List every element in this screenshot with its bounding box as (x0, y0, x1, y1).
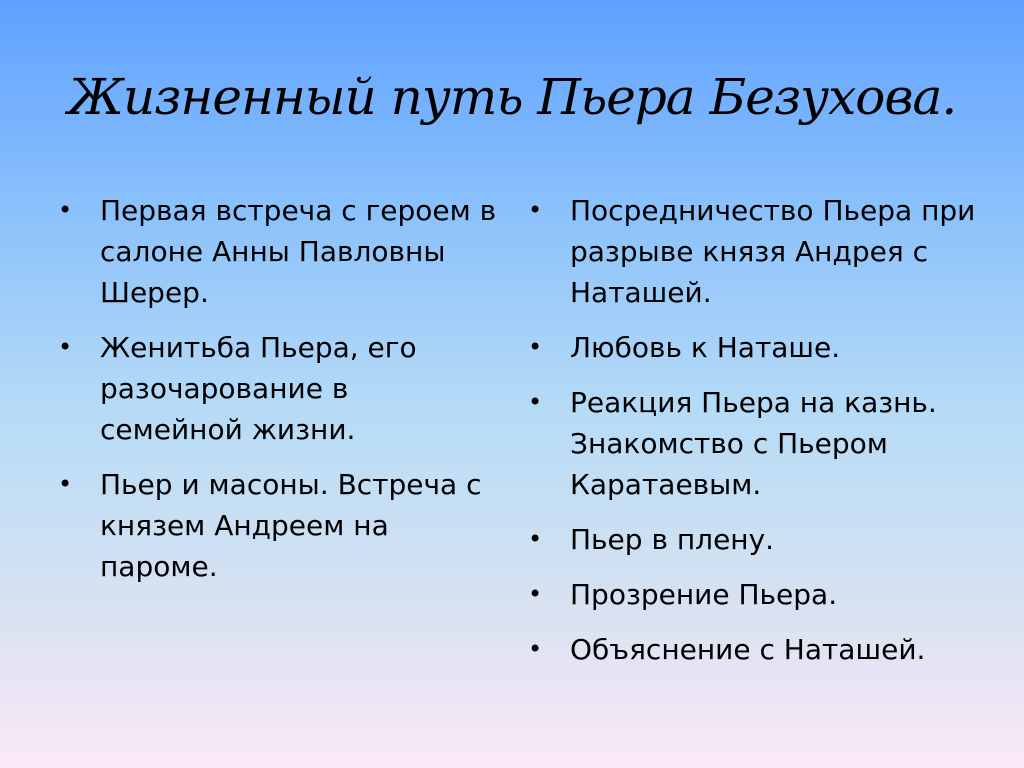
bullet-text: Пьер в плену. (570, 523, 775, 556)
bullet-icon: • (528, 525, 543, 553)
list-item (528, 190, 988, 313)
list-item (58, 464, 498, 587)
list-item (528, 574, 988, 615)
bullet-text: Реакция Пьера на казнь. Знакомство с Пьером Каратаевым. (570, 386, 937, 501)
bullet-icon: • (528, 196, 543, 224)
bullet-text: Пьер и масоны. Встреча с князем Андреем на пароме. (100, 468, 482, 583)
list-item (58, 190, 498, 313)
list-item (528, 519, 988, 560)
bullet-text: Объяснение с Наташей. (570, 633, 926, 666)
list-item (528, 629, 988, 670)
list-item (58, 327, 498, 450)
bullet-text: Первая встреча с героем в салоне Анны Павловны Шерер. (100, 194, 497, 309)
left-bullet-list (58, 190, 498, 601)
bullet-icon: • (528, 635, 543, 663)
list-item (528, 327, 988, 368)
bullet-text: Любовь к Наташе. (570, 331, 841, 364)
bullet-icon: • (528, 580, 543, 608)
bullet-icon: • (58, 470, 73, 498)
bullet-icon: • (58, 333, 73, 361)
slide-title: Жизненный путь Пьера Безухова. (67, 68, 957, 126)
right-bullet-list (528, 190, 988, 684)
list-item (528, 382, 988, 505)
bullet-icon: • (528, 388, 543, 416)
bullet-text: Прозрение Пьера. (570, 578, 838, 611)
bullet-text: Женитьба Пьера, его разочарование в семейной жизни. (100, 331, 417, 446)
bullet-icon: • (528, 333, 543, 361)
bullet-icon: • (58, 196, 73, 224)
bullet-text: Посредничество Пьера при разрыве князя Андрея с Наташей. (570, 194, 976, 309)
